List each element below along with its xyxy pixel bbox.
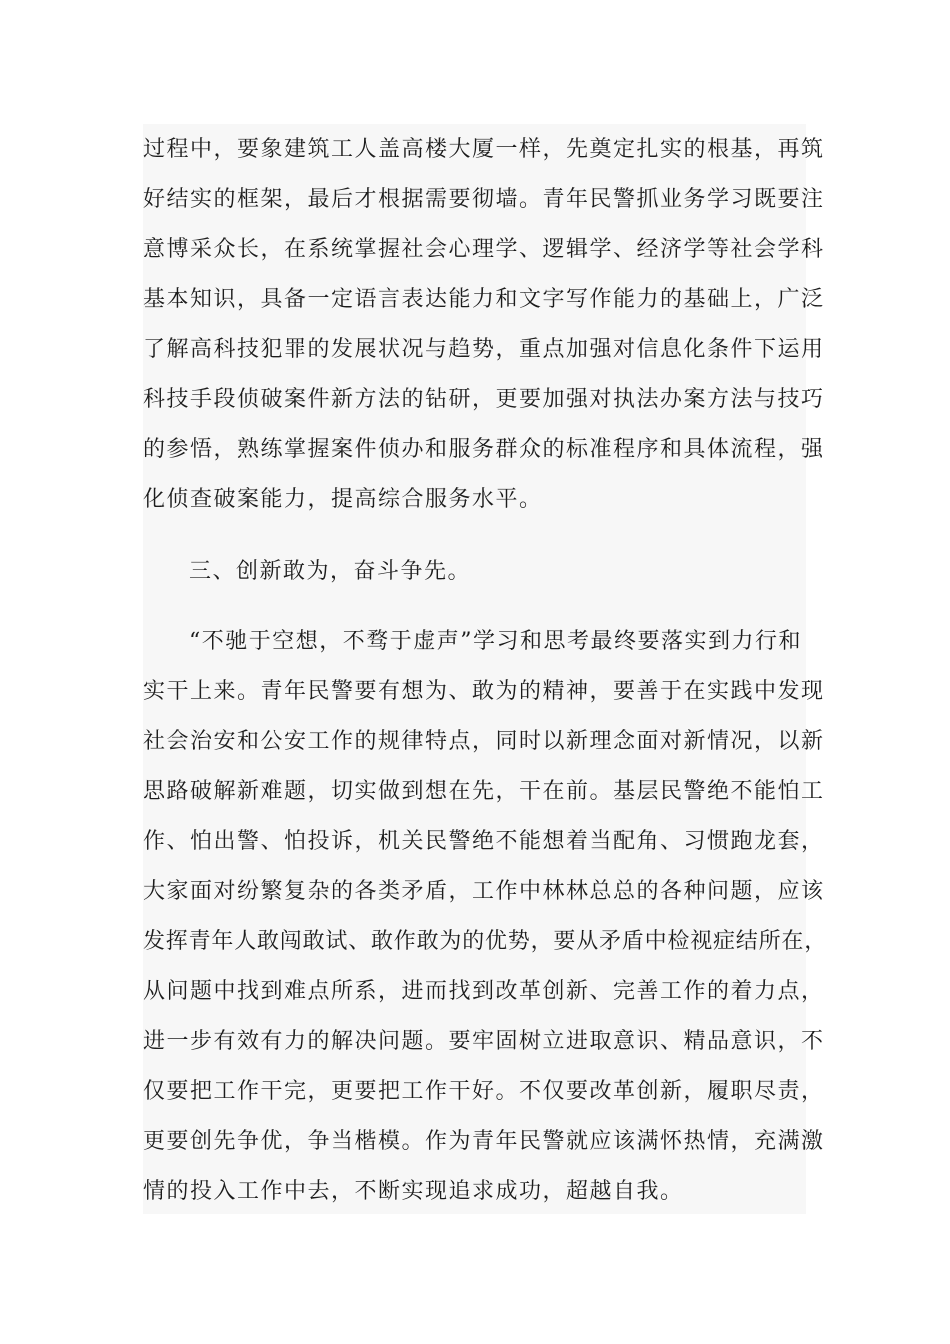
paragraph-2-line: 从问题中找到难点所系，进而找到改革创新、完善工作的着力点， [143, 979, 825, 1004]
paragraph-1-line: 好结实的框架，最后才根据需要彻墙。青年民警抓业务学习既要注 [143, 187, 825, 212]
paragraph-2-line: 实干上来。青年民警要有想为、敢为的精神，要善于在实践中发现 [143, 679, 825, 704]
paragraph-1-line: 科技手段侦破案件新方法的钻研，更要加强对执法办案方法与技巧 [143, 387, 825, 412]
paragraph-2-line: 社会治安和公安工作的规律特点，同时以新理念面对新情况，以新 [143, 729, 825, 754]
paragraph-2-line: 大家面对纷繁复杂的各类矛盾，工作中林林总总的各种问题，应该 [143, 879, 825, 904]
paragraph-2-line: 作、怕出警、怕投诉，机关民警绝不能想着当配角、习惯跑龙套， [143, 829, 825, 854]
paragraph-2-line: 思路破解新难题，切实做到想在先，干在前。基层民警绝不能怕工 [143, 779, 825, 804]
paragraph-2-line: 情的投入工作中去，不断实现追求成功，超越自我。 [143, 1179, 684, 1204]
paragraph-1-line: 意博采众长，在系统掌握社会心理学、逻辑学、经济学等社会学科 [143, 237, 825, 262]
paragraph-2-line: 更要创先争优，争当楷模。作为青年民警就应该满怀热情，充满激 [143, 1129, 825, 1154]
paragraph-2-line: “不驰于空想，不骛于虚声”学习和思考最终要落实到力行和 [189, 629, 802, 654]
paragraph-1-line: 了解高科技犯罪的发展状况与趋势，重点加强对信息化条件下运用 [143, 337, 825, 362]
paragraph-1-line: 基本知识，具备一定语言表达能力和文字写作能力的基础上，广泛 [143, 287, 825, 312]
paragraph-1-line: 的参悟，熟练掌握案件侦办和服务群众的标准程序和具体流程，强 [143, 437, 825, 462]
paragraph-2-line: 发挥青年人敢闯敢试、敢作敢为的优势，要从矛盾中检视症结所在， [143, 929, 828, 954]
paragraph-2-line: 进一步有效有力的解决问题。要牢固树立进取意识、精品意识，不 [143, 1029, 825, 1054]
paragraph-1-line: 化侦查破案能力，提高综合服务水平。 [143, 487, 543, 512]
section-heading: 三、创新敢为，奋斗争先。 [189, 559, 472, 584]
paragraph-1-line: 过程中，要象建筑工人盖高楼大厦一样，先奠定扎实的根基，再筑 [143, 137, 825, 162]
paragraph-2-line: 仅要把工作干完，更要把工作干好。不仅要改革创新，履职尽责， [143, 1079, 825, 1104]
